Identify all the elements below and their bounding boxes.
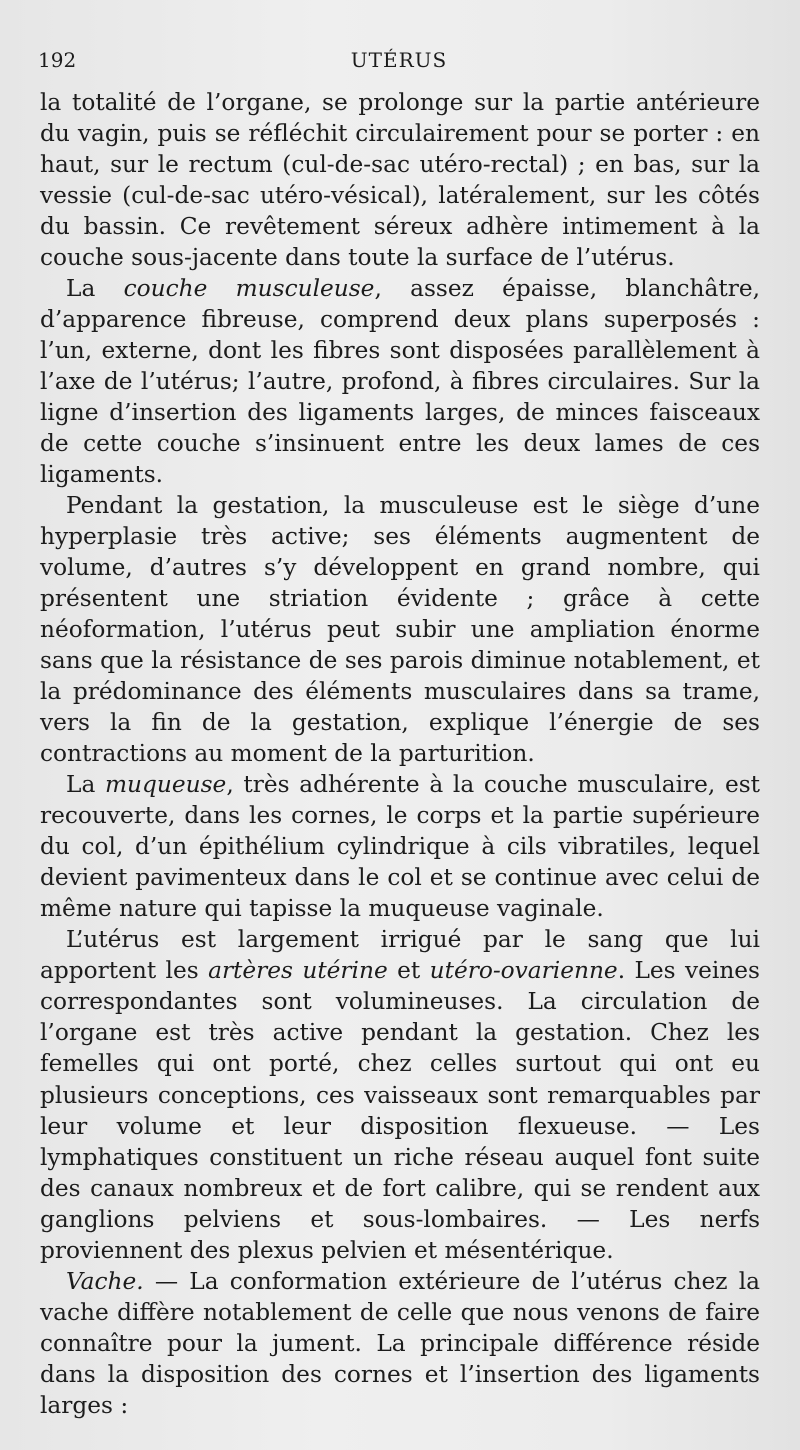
text-segment: L’utérus est largement irrigué par le sang que lui apportent les	[40, 926, 760, 985]
italic-term: Vache.	[66, 1267, 144, 1295]
text-segment: . Les veines correspondantes sont volumineuses. La circulation de l’organe est très active pendant la gestation. Chez les femelles qui ont porté, chez celles surtout qui ont eu plusieurs conceptions, ces vaisseaux sont remarquables par leur volume et leur disposition flexueuse. — Les lymphatiques constituent un riche réseau auquel font suite des canaux nombreux et de fort calibre, qui se rendent aux ganglions pelviens et sous-lombaires. — Les nerfs proviennent des plexus pelvien et mésentérique.	[40, 957, 760, 1264]
paragraph-cow	[40, 1266, 760, 1421]
text-segment: , assez épaisse, blanchâtre, d’apparence fibreuse, comprend deux plans superposés : l’un, externe, dont les fibres sont disposées parallèlement à l’axe de l’utérus; l’autre, profond, à fibres circulaires. Sur la ligne d’insertion des ligaments larges, de minces faisceaux de cette couche s’insinuent entre les deux lames de ces ligaments.	[40, 275, 760, 489]
page-header	[38, 48, 760, 78]
text-segment: et	[387, 957, 430, 985]
italic-term: muqueuse	[105, 771, 227, 799]
paragraph-vascularization	[40, 924, 760, 1265]
text-segment: la totalité de l’organe, se prolonge sur la partie antérieure du vagin, puis se réfléchit circulairement pour se porter : en haut, sur le rectum (cul-de-sac utéro-rectal) ; en bas, sur la vessie (cul-de-sac utéro-vésical), latéralement, sur les côtés du bassin. Ce revêtement séreux adhère intimement à la couche sous-jacente dans toute la surface de l’utérus.	[40, 89, 760, 272]
paragraph-gestation	[40, 490, 760, 769]
paragraph-serous-coat	[40, 87, 760, 273]
body-text	[40, 87, 760, 1421]
italic-term: artères utérine	[208, 957, 388, 985]
paragraph-muscular-layer	[40, 273, 760, 490]
running-title: UTÉRUS	[350, 48, 448, 72]
italic-term: utéro-ovarienne	[429, 957, 618, 985]
paragraph-mucosa	[40, 769, 760, 924]
text-segment: — La conformation extérieure de l’utérus chez la vache diffère notablement de celle que nous venons de faire connaître pour la jument. La principale différence réside dans la disposition des cornes et l’insertion des ligaments larges :	[40, 1267, 760, 1419]
italic-term: couche musculeuse	[123, 275, 375, 303]
text-segment: , très adhérente à la couche musculaire, est recouverte, dans les cornes, le corps et la partie supérieure du col, d’un épithélium cylindrique à cils vibratiles, lequel devient pavimenteux dans le col et se continue avec celui de même nature qui tapisse la muqueuse vaginale.	[40, 771, 760, 923]
text-segment: La	[66, 771, 105, 799]
text-segment: Pendant la gestation, la musculeuse est le siège d’une hyperplasie très active; ses éléments augmentent de volume, d’autres s’y développent en grand nombre, qui présentent une striation évidente ; grâce à cette néoformation, l’utérus peut subir une ampliation énorme sans que la résistance de ses parois diminue notablement, et la prédominance des éléments musculaires dans sa trame, vers la fin de la gestation, explique l’énergie de ses contractions au moment de la parturition.	[40, 492, 760, 768]
text-segment: La	[66, 275, 124, 303]
page-number: 192	[38, 48, 77, 72]
